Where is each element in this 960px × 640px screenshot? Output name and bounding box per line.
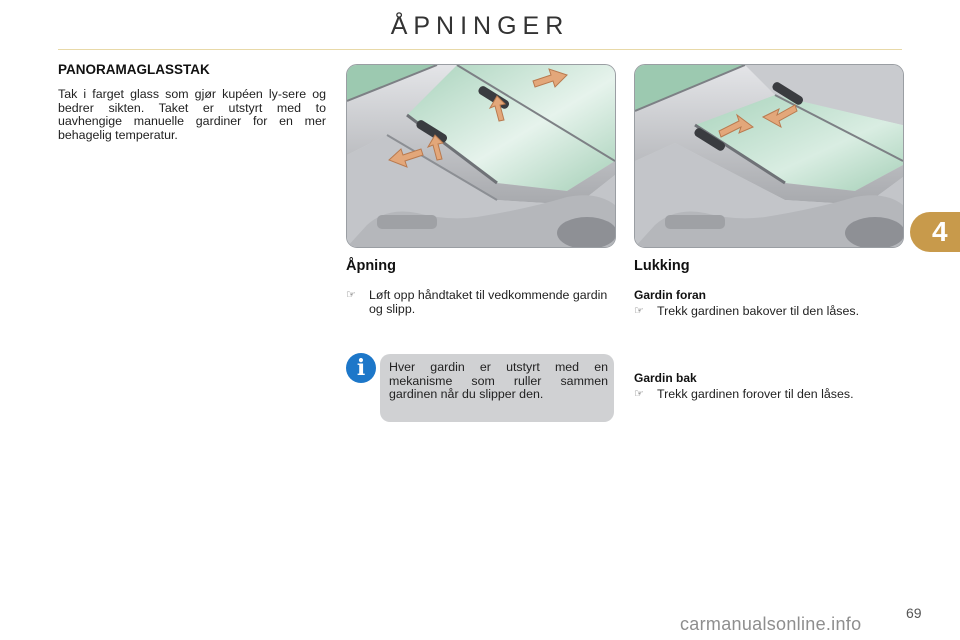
info-icon: i: [346, 353, 376, 383]
page-title: ÅPNINGER: [390, 12, 570, 40]
closing-illustration: [634, 64, 904, 248]
watermark: carmanualsonline.info: [680, 614, 862, 634]
page-number: 69: [906, 605, 922, 621]
info-note: [380, 354, 614, 422]
pointing-hand-icon: ☞: [634, 388, 644, 400]
pointing-hand-icon: ☞: [346, 289, 356, 301]
front-curtain-label: Gardin foran: [634, 288, 707, 302]
rear-curtain-text: Trekk gardinen forover til den låses.: [657, 387, 854, 401]
pointing-hand-icon: ☞: [634, 305, 644, 317]
header-divider: [58, 49, 902, 50]
front-curtain-instruction: [634, 305, 904, 319]
front-curtain-text: Trekk gardinen bakover til den låses.: [657, 304, 860, 318]
intro-paragraph: Tak i farget glass som gjør kupéen ly-sere og bedrer sikten. Taket er utstyrt med to uavhengige manuelle gardiner for en mer behagelig temperatur.: [58, 87, 326, 142]
opening-heading: Åpning: [346, 258, 396, 274]
opening-instruction-text: Løft opp håndtaket til vedkommende gardin og slipp.: [369, 288, 608, 316]
opening-instruction: [346, 289, 614, 316]
chapter-tab: [910, 212, 960, 252]
chapter-number: 4: [932, 216, 948, 247]
rear-curtain-label: Gardin bak: [634, 371, 697, 385]
rear-curtain-instruction: [634, 388, 904, 402]
section-title: PANORAMAGLASSTAK: [58, 62, 210, 77]
opening-illustration: [346, 64, 616, 248]
closing-heading: Lukking: [634, 258, 690, 274]
info-note-text: Hver gardin er utstyrt med en mekanisme som ruller sammen gardinen når du slipper den.: [389, 360, 608, 401]
